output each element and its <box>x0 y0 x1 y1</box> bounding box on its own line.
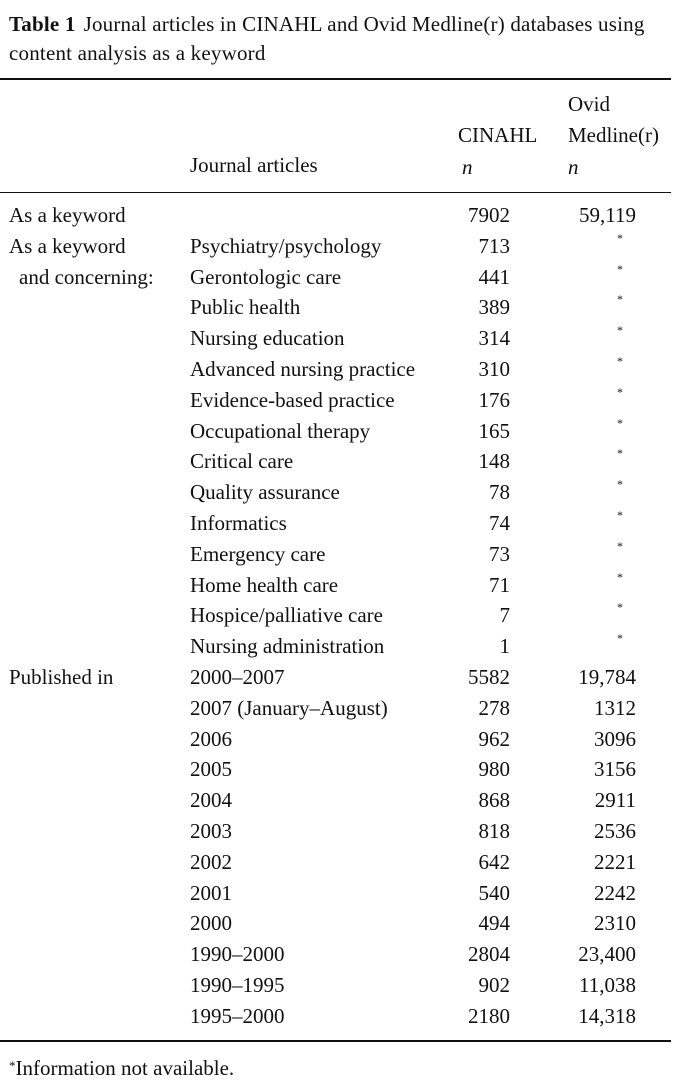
ovid-count: * <box>617 508 623 522</box>
ovid-count: * <box>617 446 623 461</box>
cinahl-count: 310 <box>478 357 510 381</box>
row-item-label: Critical care <box>190 449 294 474</box>
row-item-label: 2003 <box>190 819 232 843</box>
cinahl-count: 71 <box>489 572 510 597</box>
row-item-label: 2000 <box>190 911 232 936</box>
row-item-label: Nursing administration <box>190 634 385 659</box>
row-item-label: 2002 <box>190 849 232 874</box>
row-group-label: As a keyword <box>9 203 126 227</box>
ovid-count: 2242 <box>594 880 636 905</box>
cinahl-count: 868 <box>478 788 510 813</box>
ovid-count: 2221 <box>594 849 636 874</box>
ovid-count: 2911 <box>594 788 636 813</box>
ovid-count: * <box>617 354 623 368</box>
header-ovid-line2: Medline(r) <box>568 123 659 147</box>
cinahl-count: 713 <box>478 233 510 258</box>
table-row <box>0 847 683 878</box>
header-rule <box>0 192 671 193</box>
ovid-count: * <box>617 569 623 584</box>
table-row <box>0 970 683 1001</box>
cinahl-count: 278 <box>478 695 510 720</box>
cinahl-count: 642 <box>478 849 510 874</box>
cinahl-count: 540 <box>478 880 510 905</box>
footnote <box>9 1052 234 1082</box>
ovid-count: 3156 <box>594 757 636 782</box>
table-row <box>0 416 683 447</box>
row-item-label: 2000–2007 <box>190 665 285 689</box>
cinahl-count: 1 <box>499 634 510 659</box>
ovid-count: * <box>617 230 623 245</box>
row-item-label: Public health <box>190 295 301 320</box>
row-item-label: Advanced nursing practice <box>190 357 416 381</box>
cinahl-count: 73 <box>489 541 510 566</box>
cinahl-count: 441 <box>478 264 510 289</box>
ovid-count: 2310 <box>594 911 636 936</box>
footnote-text: Information not available. <box>15 1056 235 1080</box>
row-item-label: 1990–1995 <box>190 973 285 997</box>
row-item-label: Quality assurance <box>190 480 340 505</box>
ovid-count: 2536 <box>594 819 636 843</box>
row-group-label: and concerning: <box>19 264 154 289</box>
cinahl-count: 980 <box>478 757 510 782</box>
table-row <box>0 693 683 724</box>
ovid-count: 59,119 <box>579 203 636 227</box>
row-group-label: Published in <box>9 665 114 689</box>
ovid-count: * <box>617 415 623 430</box>
cinahl-count: 2804 <box>468 942 510 967</box>
table-row <box>0 570 683 601</box>
ovid-count: 23,400 <box>578 942 636 967</box>
cinahl-count: 389 <box>478 295 510 320</box>
cinahl-count: 165 <box>478 418 510 443</box>
table-row <box>0 816 683 847</box>
ovid-count: * <box>617 384 623 399</box>
table-row <box>0 662 683 693</box>
row-group-label: As a keyword <box>9 233 126 258</box>
ovid-count: * <box>617 477 623 492</box>
ovid-count: * <box>617 261 623 276</box>
row-item-label: 1995–2000 <box>190 1003 285 1028</box>
row-item-label: Emergency care <box>190 541 326 566</box>
row-item-label: Evidence-based practice <box>190 387 395 412</box>
footnote-mark: * <box>9 1058 16 1073</box>
cinahl-count: 5582 <box>468 665 510 689</box>
row-item-label: Gerontologic care <box>190 264 342 289</box>
header-cinahl: CINAHL <box>458 123 538 147</box>
cinahl-count: 494 <box>478 911 510 936</box>
table-row <box>0 600 683 631</box>
ovid-count: 3096 <box>594 726 636 751</box>
cinahl-count: 314 <box>478 326 510 351</box>
table-caption: Journal articles in CINAHL and Ovid Medline(r) databases using content analysis as a keyword <box>9 12 645 65</box>
cinahl-count: 7902 <box>468 203 510 227</box>
top-rule <box>0 78 671 80</box>
ovid-count: * <box>617 538 623 553</box>
cinahl-count: 148 <box>478 449 510 474</box>
table-row <box>0 323 683 354</box>
row-item-label: Home health care <box>190 572 339 597</box>
table-row <box>0 1001 683 1032</box>
row-item-label: 2001 <box>190 880 232 905</box>
table-row <box>0 292 683 323</box>
row-item-label: 1990–2000 <box>190 942 285 967</box>
table-title <box>9 10 677 68</box>
table-row <box>0 508 683 539</box>
cinahl-count: 818 <box>478 819 510 843</box>
table-row <box>0 231 683 262</box>
table-row <box>0 385 683 416</box>
ovid-count: 11,038 <box>579 973 636 997</box>
row-item-label: Hospice/palliative care <box>190 603 383 628</box>
table-row <box>0 200 683 231</box>
ovid-count: 14,318 <box>578 1003 636 1028</box>
table-row <box>0 446 683 477</box>
row-item-label: 2004 <box>190 788 232 813</box>
row-item-label: 2005 <box>190 757 232 782</box>
table-row <box>0 631 683 662</box>
cinahl-count: 962 <box>478 726 510 751</box>
header-journal-articles: Journal articles <box>190 153 318 177</box>
table-row <box>0 785 683 816</box>
table-row <box>0 262 683 293</box>
table-row <box>0 878 683 909</box>
header-ovid-line1: Ovid <box>568 92 610 116</box>
ovid-count: * <box>617 600 623 615</box>
header-cinahl-n: n <box>462 155 473 179</box>
table-row <box>0 539 683 570</box>
row-item-label: 2007 (January–August) <box>190 695 388 720</box>
table-row <box>0 724 683 755</box>
table-row <box>0 754 683 785</box>
cinahl-count: 78 <box>489 480 510 505</box>
table-label: Table 1 <box>9 12 76 36</box>
header-ovid-n: n <box>568 155 579 179</box>
cinahl-count: 902 <box>478 973 510 997</box>
row-item-label: Occupational therapy <box>190 418 371 443</box>
table-row <box>0 939 683 970</box>
ovid-count: * <box>617 323 623 338</box>
row-item-label: 2006 <box>190 726 232 751</box>
ovid-count: * <box>617 631 623 646</box>
ovid-count: 1312 <box>594 695 636 720</box>
cinahl-count: 7 <box>499 603 510 628</box>
ovid-count: * <box>617 292 623 307</box>
cinahl-count: 74 <box>489 511 510 535</box>
row-item-label: Nursing education <box>190 326 345 351</box>
cinahl-count: 176 <box>478 387 510 412</box>
row-item-label: Informatics <box>190 511 287 535</box>
ovid-count: 19,784 <box>578 665 636 689</box>
table-row <box>0 354 683 385</box>
bottom-rule <box>0 1040 671 1042</box>
table-row <box>0 908 683 939</box>
cinahl-count: 2180 <box>468 1003 510 1028</box>
table-row <box>0 477 683 508</box>
row-item-label: Psychiatry/psychology <box>190 233 382 258</box>
